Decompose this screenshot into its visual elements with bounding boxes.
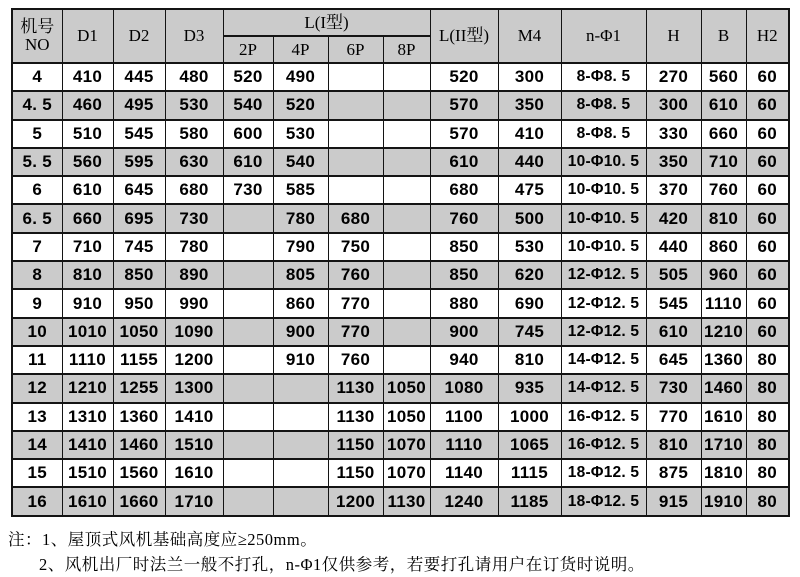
value-cell: 860 bbox=[701, 233, 746, 261]
value-cell: 1110 bbox=[430, 431, 498, 459]
col-header-d3: D3 bbox=[165, 9, 223, 63]
value-cell: 540 bbox=[273, 148, 328, 176]
table-row bbox=[12, 91, 789, 119]
table-row bbox=[12, 120, 789, 148]
value-cell: 80 bbox=[746, 374, 789, 402]
value-cell: 810 bbox=[701, 204, 746, 232]
value-cell: 900 bbox=[273, 318, 328, 346]
value-cell bbox=[383, 289, 430, 317]
value-cell: 960 bbox=[701, 261, 746, 289]
value-cell: 760 bbox=[430, 204, 498, 232]
machine-no-cell: 6 bbox=[12, 176, 62, 204]
value-cell: 730 bbox=[165, 204, 223, 232]
value-cell: 935 bbox=[498, 374, 561, 402]
value-cell: 1185 bbox=[498, 487, 561, 515]
col-header-n-phi1: n-Φ1 bbox=[561, 9, 646, 63]
value-cell: 1240 bbox=[430, 487, 498, 515]
value-cell: 10-Φ10. 5 bbox=[561, 204, 646, 232]
table-body bbox=[12, 63, 789, 516]
table-row bbox=[12, 403, 789, 431]
value-cell bbox=[328, 63, 383, 91]
value-cell: 1200 bbox=[165, 346, 223, 374]
value-cell bbox=[328, 148, 383, 176]
table-row bbox=[12, 487, 789, 515]
value-cell: 805 bbox=[273, 261, 328, 289]
value-cell: 1710 bbox=[701, 431, 746, 459]
value-cell: 910 bbox=[62, 289, 113, 317]
footnote-2: 2、风机出厂时法兰一般不打孔，n-Φ1仅供参考，若要打孔请用户在订货时说明。 bbox=[39, 553, 800, 577]
value-cell: 12-Φ12. 5 bbox=[561, 289, 646, 317]
value-cell: 18-Φ12. 5 bbox=[561, 459, 646, 487]
value-cell bbox=[223, 261, 273, 289]
value-cell bbox=[223, 487, 273, 515]
value-cell: 780 bbox=[273, 204, 328, 232]
value-cell bbox=[273, 403, 328, 431]
value-cell: 1460 bbox=[113, 431, 165, 459]
fan-spec-table bbox=[11, 8, 790, 517]
table-row bbox=[12, 346, 789, 374]
value-cell: 350 bbox=[498, 91, 561, 119]
value-cell: 14-Φ12. 5 bbox=[561, 374, 646, 402]
footnotes bbox=[8, 528, 800, 577]
col-header-h: H bbox=[646, 9, 701, 63]
value-cell bbox=[273, 431, 328, 459]
table-row bbox=[12, 318, 789, 346]
value-cell: 530 bbox=[165, 91, 223, 119]
value-cell: 500 bbox=[498, 204, 561, 232]
value-cell: 690 bbox=[498, 289, 561, 317]
value-cell: 520 bbox=[430, 63, 498, 91]
value-cell: 1115 bbox=[498, 459, 561, 487]
value-cell: 710 bbox=[62, 233, 113, 261]
value-cell: 610 bbox=[223, 148, 273, 176]
machine-no-cell: 13 bbox=[12, 403, 62, 431]
table-row bbox=[12, 148, 789, 176]
value-cell: 12-Φ12. 5 bbox=[561, 261, 646, 289]
value-cell: 745 bbox=[113, 233, 165, 261]
value-cell: 585 bbox=[273, 176, 328, 204]
value-cell: 730 bbox=[646, 374, 701, 402]
machine-no-cell: 8 bbox=[12, 261, 62, 289]
value-cell bbox=[273, 487, 328, 515]
value-cell: 770 bbox=[328, 318, 383, 346]
value-cell bbox=[273, 459, 328, 487]
value-cell: 1070 bbox=[383, 459, 430, 487]
value-cell bbox=[328, 120, 383, 148]
value-cell: 1510 bbox=[62, 459, 113, 487]
col-header-d2: D2 bbox=[113, 9, 165, 63]
value-cell: 510 bbox=[62, 120, 113, 148]
value-cell: 1810 bbox=[701, 459, 746, 487]
machine-no-cell: 4. 5 bbox=[12, 91, 62, 119]
value-cell: 1050 bbox=[113, 318, 165, 346]
value-cell: 540 bbox=[223, 91, 273, 119]
value-cell: 60 bbox=[746, 233, 789, 261]
value-cell: 530 bbox=[498, 233, 561, 261]
value-cell: 760 bbox=[328, 261, 383, 289]
value-cell bbox=[383, 148, 430, 176]
value-cell: 1360 bbox=[113, 403, 165, 431]
value-cell: 440 bbox=[646, 233, 701, 261]
machine-no-cell: 11 bbox=[12, 346, 62, 374]
value-cell: 630 bbox=[165, 148, 223, 176]
value-cell: 780 bbox=[165, 233, 223, 261]
value-cell: 8-Φ8. 5 bbox=[561, 91, 646, 119]
machine-no-cell: 5 bbox=[12, 120, 62, 148]
value-cell: 80 bbox=[746, 431, 789, 459]
value-cell: 410 bbox=[498, 120, 561, 148]
value-cell: 8-Φ8. 5 bbox=[561, 63, 646, 91]
value-cell: 1255 bbox=[113, 374, 165, 402]
value-cell: 490 bbox=[273, 63, 328, 91]
value-cell bbox=[383, 63, 430, 91]
value-cell: 480 bbox=[165, 63, 223, 91]
value-cell: 1300 bbox=[165, 374, 223, 402]
value-cell bbox=[383, 233, 430, 261]
value-cell: 560 bbox=[62, 148, 113, 176]
value-cell: 410 bbox=[62, 63, 113, 91]
table-row bbox=[12, 374, 789, 402]
value-cell: 1910 bbox=[701, 487, 746, 515]
value-cell: 545 bbox=[646, 289, 701, 317]
value-cell bbox=[223, 233, 273, 261]
value-cell: 14-Φ12. 5 bbox=[561, 346, 646, 374]
value-cell: 645 bbox=[646, 346, 701, 374]
value-cell: 445 bbox=[113, 63, 165, 91]
col-header-l-type1: L(I型) bbox=[223, 9, 430, 36]
value-cell: 730 bbox=[223, 176, 273, 204]
footnote-1: 注：1、屋顶式风机基础高度应≥250mm。 bbox=[8, 528, 800, 553]
value-cell: 1090 bbox=[165, 318, 223, 346]
value-cell: 940 bbox=[430, 346, 498, 374]
col-header-machine-no-line1: 机号 bbox=[13, 18, 62, 36]
page bbox=[0, 8, 800, 551]
value-cell: 610 bbox=[430, 148, 498, 176]
value-cell bbox=[383, 204, 430, 232]
value-cell: 860 bbox=[273, 289, 328, 317]
col-header-m4: M4 bbox=[498, 9, 561, 63]
value-cell: 60 bbox=[746, 120, 789, 148]
value-cell: 1460 bbox=[701, 374, 746, 402]
value-cell bbox=[383, 318, 430, 346]
value-cell bbox=[383, 91, 430, 119]
col-header-d1: D1 bbox=[62, 9, 113, 63]
table-header bbox=[12, 9, 789, 63]
machine-no-cell: 10 bbox=[12, 318, 62, 346]
value-cell: 18-Φ12. 5 bbox=[561, 487, 646, 515]
value-cell: 80 bbox=[746, 459, 789, 487]
value-cell bbox=[383, 176, 430, 204]
value-cell: 1000 bbox=[498, 403, 561, 431]
value-cell: 300 bbox=[498, 63, 561, 91]
value-cell: 8-Φ8. 5 bbox=[561, 120, 646, 148]
value-cell: 60 bbox=[746, 91, 789, 119]
value-cell: 595 bbox=[113, 148, 165, 176]
value-cell bbox=[223, 431, 273, 459]
value-cell: 600 bbox=[223, 120, 273, 148]
value-cell: 12-Φ12. 5 bbox=[561, 318, 646, 346]
col-header-l-type2: L(II型) bbox=[430, 9, 498, 63]
value-cell: 545 bbox=[113, 120, 165, 148]
value-cell bbox=[223, 289, 273, 317]
value-cell bbox=[223, 403, 273, 431]
value-cell: 570 bbox=[430, 120, 498, 148]
value-cell: 475 bbox=[498, 176, 561, 204]
value-cell: 580 bbox=[165, 120, 223, 148]
value-cell: 1610 bbox=[165, 459, 223, 487]
value-cell bbox=[328, 176, 383, 204]
value-cell: 1360 bbox=[701, 346, 746, 374]
value-cell: 1050 bbox=[383, 403, 430, 431]
value-cell bbox=[273, 374, 328, 402]
value-cell bbox=[328, 91, 383, 119]
col-header-machine-no bbox=[12, 9, 62, 63]
value-cell: 1610 bbox=[701, 403, 746, 431]
value-cell: 350 bbox=[646, 148, 701, 176]
value-cell: 420 bbox=[646, 204, 701, 232]
value-cell: 1560 bbox=[113, 459, 165, 487]
value-cell: 300 bbox=[646, 91, 701, 119]
value-cell: 620 bbox=[498, 261, 561, 289]
table-row bbox=[12, 431, 789, 459]
value-cell: 60 bbox=[746, 318, 789, 346]
value-cell: 680 bbox=[328, 204, 383, 232]
value-cell: 1155 bbox=[113, 346, 165, 374]
col-header-machine-no-line2: NO bbox=[13, 36, 62, 54]
machine-no-cell: 12 bbox=[12, 374, 62, 402]
value-cell bbox=[383, 120, 430, 148]
value-cell bbox=[223, 346, 273, 374]
value-cell: 1070 bbox=[383, 431, 430, 459]
col-header-8p: 8P bbox=[383, 36, 430, 63]
value-cell: 80 bbox=[746, 346, 789, 374]
machine-no-cell: 7 bbox=[12, 233, 62, 261]
machine-no-cell: 15 bbox=[12, 459, 62, 487]
value-cell: 1150 bbox=[328, 459, 383, 487]
value-cell: 530 bbox=[273, 120, 328, 148]
value-cell: 60 bbox=[746, 148, 789, 176]
value-cell bbox=[223, 459, 273, 487]
value-cell: 80 bbox=[746, 403, 789, 431]
value-cell: 760 bbox=[328, 346, 383, 374]
machine-no-cell: 14 bbox=[12, 431, 62, 459]
value-cell: 270 bbox=[646, 63, 701, 91]
value-cell: 10-Φ10. 5 bbox=[561, 148, 646, 176]
value-cell: 875 bbox=[646, 459, 701, 487]
value-cell: 660 bbox=[62, 204, 113, 232]
value-cell: 610 bbox=[646, 318, 701, 346]
value-cell: 495 bbox=[113, 91, 165, 119]
value-cell: 880 bbox=[430, 289, 498, 317]
value-cell: 1065 bbox=[498, 431, 561, 459]
value-cell: 1140 bbox=[430, 459, 498, 487]
table-row bbox=[12, 261, 789, 289]
value-cell: 1130 bbox=[328, 403, 383, 431]
value-cell: 16-Φ12. 5 bbox=[561, 403, 646, 431]
value-cell: 60 bbox=[746, 261, 789, 289]
value-cell: 60 bbox=[746, 63, 789, 91]
value-cell: 810 bbox=[498, 346, 561, 374]
value-cell: 790 bbox=[273, 233, 328, 261]
value-cell: 1100 bbox=[430, 403, 498, 431]
col-header-h2: H2 bbox=[746, 9, 789, 63]
value-cell: 1010 bbox=[62, 318, 113, 346]
value-cell: 950 bbox=[113, 289, 165, 317]
value-cell: 915 bbox=[646, 487, 701, 515]
machine-no-cell: 5. 5 bbox=[12, 148, 62, 176]
value-cell: 745 bbox=[498, 318, 561, 346]
value-cell: 1210 bbox=[701, 318, 746, 346]
value-cell: 1210 bbox=[62, 374, 113, 402]
value-cell: 10-Φ10. 5 bbox=[561, 233, 646, 261]
value-cell: 1410 bbox=[62, 431, 113, 459]
value-cell: 990 bbox=[165, 289, 223, 317]
machine-no-cell: 6. 5 bbox=[12, 204, 62, 232]
value-cell: 610 bbox=[701, 91, 746, 119]
value-cell: 460 bbox=[62, 91, 113, 119]
value-cell: 660 bbox=[701, 120, 746, 148]
value-cell bbox=[223, 374, 273, 402]
value-cell: 770 bbox=[646, 403, 701, 431]
machine-no-cell: 4 bbox=[12, 63, 62, 91]
value-cell: 1150 bbox=[328, 431, 383, 459]
value-cell: 1050 bbox=[383, 374, 430, 402]
value-cell: 1130 bbox=[383, 487, 430, 515]
value-cell: 900 bbox=[430, 318, 498, 346]
value-cell: 1200 bbox=[328, 487, 383, 515]
value-cell bbox=[383, 261, 430, 289]
value-cell bbox=[383, 346, 430, 374]
value-cell: 330 bbox=[646, 120, 701, 148]
value-cell: 680 bbox=[165, 176, 223, 204]
value-cell: 1660 bbox=[113, 487, 165, 515]
value-cell: 850 bbox=[113, 261, 165, 289]
value-cell bbox=[223, 318, 273, 346]
value-cell: 520 bbox=[273, 91, 328, 119]
value-cell: 570 bbox=[430, 91, 498, 119]
value-cell: 695 bbox=[113, 204, 165, 232]
value-cell: 1710 bbox=[165, 487, 223, 515]
value-cell: 60 bbox=[746, 204, 789, 232]
table-row bbox=[12, 176, 789, 204]
value-cell: 850 bbox=[430, 261, 498, 289]
value-cell: 10-Φ10. 5 bbox=[561, 176, 646, 204]
value-cell: 1610 bbox=[62, 487, 113, 515]
value-cell: 710 bbox=[701, 148, 746, 176]
value-cell: 610 bbox=[62, 176, 113, 204]
table-row bbox=[12, 459, 789, 487]
table-row bbox=[12, 289, 789, 317]
value-cell: 1110 bbox=[62, 346, 113, 374]
value-cell: 1310 bbox=[62, 403, 113, 431]
value-cell: 910 bbox=[273, 346, 328, 374]
col-header-6p: 6P bbox=[328, 36, 383, 63]
machine-no-cell: 16 bbox=[12, 487, 62, 515]
value-cell: 505 bbox=[646, 261, 701, 289]
machine-no-cell: 9 bbox=[12, 289, 62, 317]
value-cell: 890 bbox=[165, 261, 223, 289]
col-header-b: B bbox=[701, 9, 746, 63]
value-cell bbox=[223, 204, 273, 232]
value-cell: 680 bbox=[430, 176, 498, 204]
value-cell: 520 bbox=[223, 63, 273, 91]
col-header-4p: 4P bbox=[273, 36, 328, 63]
value-cell: 750 bbox=[328, 233, 383, 261]
value-cell: 60 bbox=[746, 176, 789, 204]
value-cell: 440 bbox=[498, 148, 561, 176]
table-row bbox=[12, 233, 789, 261]
col-header-2p: 2P bbox=[223, 36, 273, 63]
value-cell: 1410 bbox=[165, 403, 223, 431]
value-cell: 1080 bbox=[430, 374, 498, 402]
value-cell: 1110 bbox=[701, 289, 746, 317]
value-cell: 560 bbox=[701, 63, 746, 91]
value-cell: 1130 bbox=[328, 374, 383, 402]
value-cell: 80 bbox=[746, 487, 789, 515]
value-cell: 1510 bbox=[165, 431, 223, 459]
value-cell: 810 bbox=[646, 431, 701, 459]
value-cell: 850 bbox=[430, 233, 498, 261]
table-row bbox=[12, 204, 789, 232]
table-row bbox=[12, 63, 789, 91]
value-cell: 645 bbox=[113, 176, 165, 204]
value-cell: 60 bbox=[746, 289, 789, 317]
value-cell: 810 bbox=[62, 261, 113, 289]
value-cell: 16-Φ12. 5 bbox=[561, 431, 646, 459]
value-cell: 370 bbox=[646, 176, 701, 204]
value-cell: 770 bbox=[328, 289, 383, 317]
value-cell: 760 bbox=[701, 176, 746, 204]
